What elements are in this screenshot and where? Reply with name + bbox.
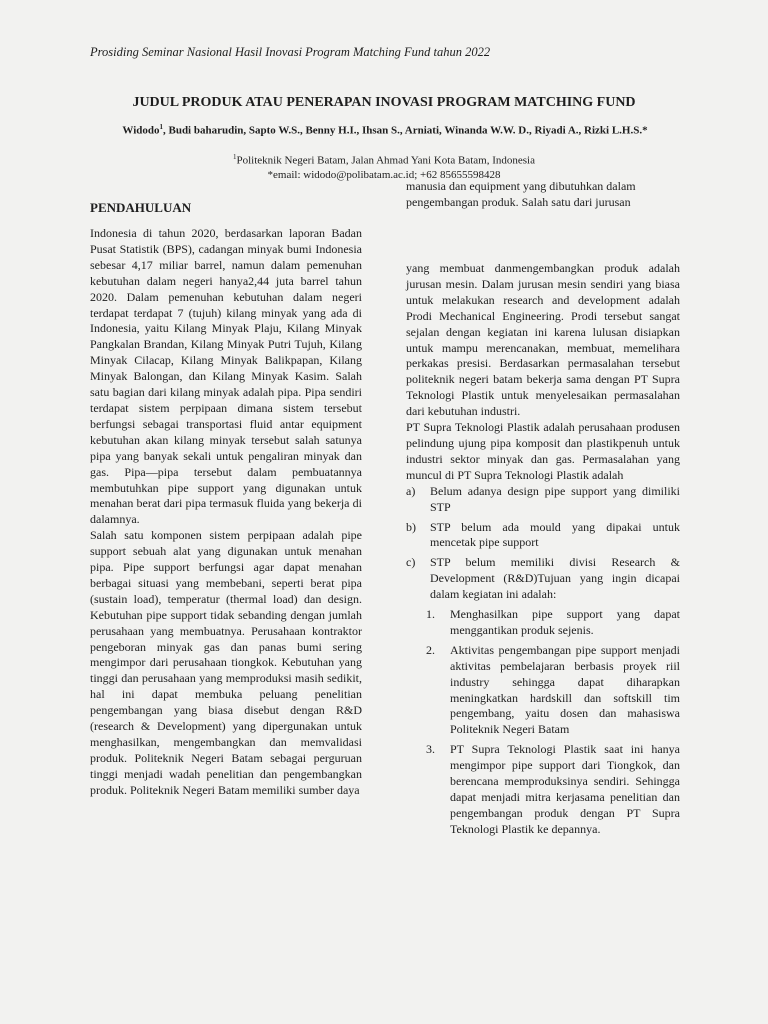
author-affil-mark: 1 — [159, 123, 163, 131]
paragraph: manusia dan equipment yang dibutuhkan dalam pengembangan produk. Salah satu dari jurusan — [406, 179, 636, 209]
list-item — [426, 643, 680, 738]
list-text: Belum adanya design pipe support yang dimiliki STP — [430, 483, 680, 514]
author-first: Widodo — [122, 124, 160, 137]
affiliation-mark: 1 — [233, 153, 237, 161]
list-marker: 1. — [426, 607, 435, 622]
affiliation-line — [0, 150, 768, 168]
list-text: STP belum memiliki divisi Research & Development (R&D)Tujuan yang ingin dicapai dalam kegiatan ini adalah: — [430, 555, 680, 602]
list-item — [426, 607, 680, 639]
list-item — [406, 520, 680, 552]
affiliation-text: Politeknik Negeri Batam, Jalan Ahmad Yani Kota Batam, Indonesia — [236, 154, 535, 167]
list-item — [406, 484, 680, 516]
paragraph: PT Supra Teknologi Plastik adalah perusahaan produsen pelindung ujung pipa komposit dan plastikpenuh untuk industri sektor minyak dan gas. Permasalahan yang muncul di PT Supra Teknologi Plastik adalah — [406, 420, 680, 482]
author-rest: , Budi baharudin, Sapto W.S., Benny H.I., Ihsan S., Arniati, Winanda W.W. D., Riyadi A., Rizki L.H.S.* — [162, 124, 648, 137]
paragraph: Salah satu komponen sistem perpipaan adalah pipe support sebuah alat yang digunakan untuk menahan pipa. Pipe support berfungsi agar dapat menahan berbagai situasi yang membebani, seperti berat pipa (sustain load), temperatur (thermal load) dan design. Kebutuhan pipe support tidak sebanding dengan jumlah perusahaan yang membuatnya. Perusahaan kontraktor pengeboran minyak gas dan panas bumi sering mengimpor dari perusahaan tiongkok. Kebutuhan yang tinggi dan perusahaan yang memproduksi masih sedikit, hal ini dapat membuka peluang penelitian pengembangan yang biasa disebut dengan R&D (research & Development) yang dipergunakan untuk menghasilkan, mengembangkan dan memvalidasi produk. Politeknik Negeri Batam sebagai perguruan tinggi menjadi wadah penelitian dan pengembangkan produk. Politeknik Negeri Batam memiliki sumber daya — [90, 528, 362, 797]
section-heading: PENDAHULUAN — [90, 200, 192, 215]
paragraph: yang membuat danmengembangkan produk adalah jurusan mesin. Dalam jurusan mesin sendiri yang biasa untuk melakukan research and development adalah Prodi Mechanical Engineering. Prodi tersebut sangat sejalan dengan kegiatan ini karena lulusan disiapkan untuk mampu merencanakan, membuat, memelihara perkakas presisi. Berdasarkan permasalahan tersebut politeknik negeri batam bekerja sama dengan PT Supra Teknologi Plastik untuk menyelesaikan permasalahan dari kebutuhan industri. — [406, 261, 680, 419]
author-list — [95, 120, 675, 138]
list-marker: 3. — [426, 742, 435, 757]
list-item — [426, 742, 680, 837]
affiliation-block — [0, 150, 768, 182]
list-text: STP belum ada mould yang dipakai untuk mencetak pipe support — [430, 519, 680, 550]
goal-list — [426, 607, 680, 838]
list-text: Aktivitas pengembangan pipe support menjadi aktivitas pembelajaran berbasis proyek riil industry sehingga dapat diharapkan meningkatkan hardskill dan softskill tim pengembang, yaitu dosen dan mahasiswa Politeknik Negeri Batam — [450, 642, 680, 737]
list-text: Menghasilkan pipe support yang dapat menggantikan produk sejenis. — [450, 607, 680, 637]
list-item — [406, 555, 680, 603]
problem-list — [406, 484, 680, 603]
list-text: PT Supra Teknologi Plastik saat ini hanya mengimpor pipe support dari Tiongkok, dan berencana memproduksinya sendiri. Sehingga dapat menjadi mitra kerjasama penelitian dan pengembangan produk dengan PT Supra Teknologi Plastik ke depannya. — [450, 742, 680, 836]
paper-title: JUDUL PRODUK ATAU PENERAPAN INOVASI PROGRAM MATCHING FUND — [132, 95, 636, 110]
right-column — [406, 261, 680, 842]
running-header: Prosiding Seminar Nasional Hasil Inovasi Program Matching Fund tahun 2022 — [90, 45, 491, 59]
list-marker: b) — [406, 519, 416, 534]
left-column — [90, 200, 362, 799]
list-marker: a) — [406, 483, 416, 498]
list-marker: 2. — [426, 642, 435, 657]
paragraph: Indonesia di tahun 2020, berdasarkan laporan Badan Pusat Statistik (BPS), cadangan minyak bumi Indonesia sebesar 4,17 miliar barrel, namun dalam pemenuhan kebutuhan dalam negeri hanya2,44 juta barrel tahun 2020. Dalam pemenuhan kebutuhan dalam negeri terdapat terdapat 7 (tujuh) kilang minyak yang ada di Indonesia, yaitu Kilang Minyak Plaju, Kilang Minyak Pangkalan Brandan, Kilang Minyak Putri Tujuh, Kilang Minyak Cilacap, Kilang Minyak Balikpapan, Kilang Minyak Balongan, dan Kilang Minyak Kasim. Salah satu bagian dari kilang minyak adalah pipa. Pipa sendiri terdapat sistem perpipaan dimana sistem tersebut berfungsi sebagai transportasi fluid antar equipment kebutuhan akan kilang minyak tersebut salah satunya pipa yang banyak sekali untuk pengaliran minyak dan gas. Pipa—pipa tersebut dalam pembuatannya membutuhkan pipe support yang digunakan untuk menahan berat dari pipa termasuk fluida yang bekerja di dalamnya. — [90, 226, 362, 527]
list-marker: c) — [406, 555, 416, 570]
contact-email: *email: widodo@polibatam.ac.id; +62 85655598428 — [267, 168, 501, 181]
right-column-top — [406, 179, 680, 211]
